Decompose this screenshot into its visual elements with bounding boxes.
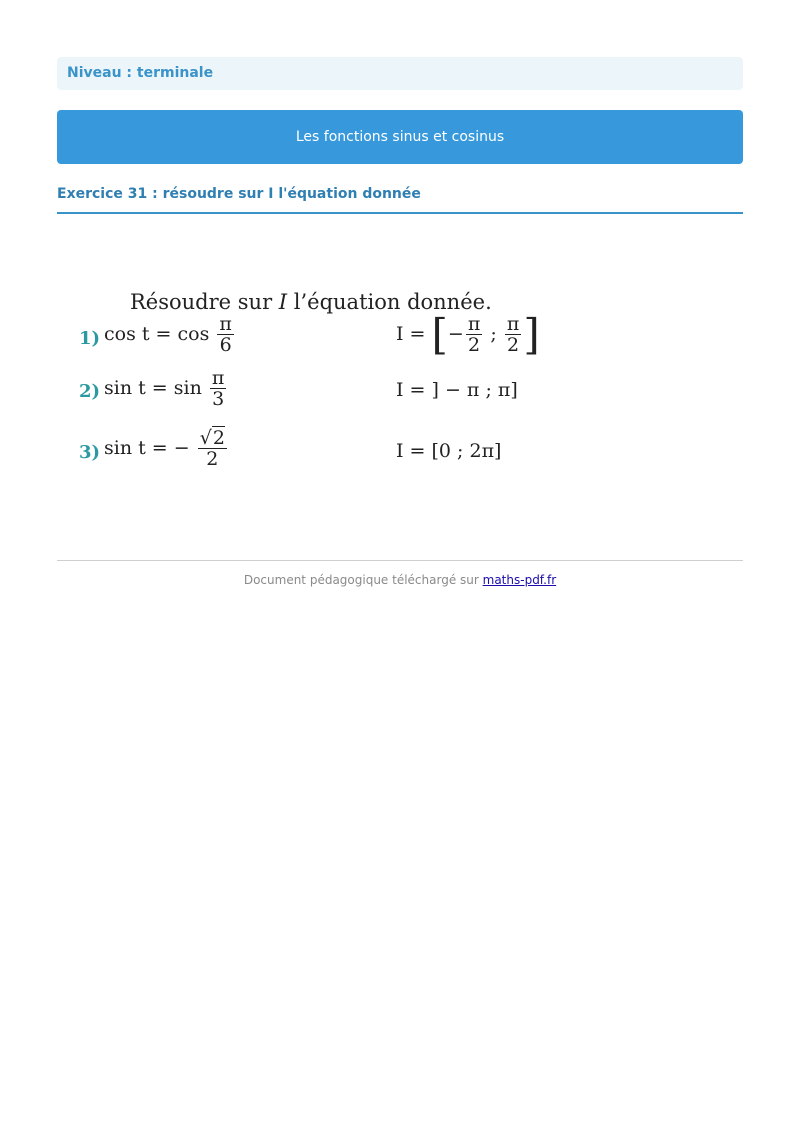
square-root — [200, 428, 225, 448]
fraction-numerator: π — [506, 313, 520, 335]
fraction-denominator: 3 — [210, 388, 227, 410]
question-number: 3) — [79, 442, 101, 463]
interval: I = [0 ; 2π] — [396, 440, 502, 462]
instruction-text-start: Résoudre sur — [130, 290, 279, 314]
fraction — [198, 428, 227, 470]
bracket-open: [ — [431, 310, 448, 359]
fraction-denominator: 6 — [217, 334, 234, 356]
equation — [104, 428, 229, 470]
chapter-banner: Les fonctions sinus et cosinus — [57, 110, 743, 164]
bracket-close: ] — [523, 310, 540, 359]
title-divider — [57, 212, 743, 214]
fraction-numerator — [198, 428, 227, 448]
fraction-numerator: π — [219, 313, 232, 335]
interval-prefix: I = — [396, 323, 426, 345]
level-label: Niveau : terminale — [57, 57, 743, 90]
instruction-variable: I — [278, 290, 288, 314]
minus-sign: − — [447, 323, 464, 345]
sqrt-symbol: √ — [199, 427, 212, 449]
fraction — [210, 368, 227, 410]
equation-left: sin t = − — [104, 437, 190, 459]
equation — [104, 314, 236, 356]
equation-left: sin t = sin — [104, 377, 202, 399]
exercise-title: Exercice 31 : résoudre sur I l'équation donnée — [57, 186, 421, 202]
interval — [396, 310, 540, 359]
footer-divider — [57, 560, 743, 561]
question-number: 1) — [79, 328, 101, 349]
interval: I = ] − π ; π] — [396, 379, 518, 401]
question-number: 2) — [79, 381, 101, 402]
equation — [104, 368, 228, 410]
site-link[interactable]: maths-pdf.fr — [482, 573, 557, 587]
instruction-text-end: l’équation donnée. — [287, 290, 492, 314]
fraction-denominator: 2 — [466, 334, 483, 356]
footer-text: Document pédagogique téléchargé sur — [243, 573, 483, 587]
equation-left: cos t = cos — [104, 323, 210, 345]
fraction — [505, 314, 522, 356]
fraction — [466, 314, 483, 356]
interval-separator: ; — [490, 323, 497, 345]
fraction-numerator: π — [467, 313, 481, 335]
sqrt-argument: 2 — [212, 427, 225, 449]
fraction-numerator: π — [211, 367, 225, 389]
footer — [57, 573, 743, 587]
fraction-denominator: 2 — [505, 334, 522, 356]
fraction — [217, 314, 234, 356]
fraction-denominator: 2 — [198, 448, 227, 470]
